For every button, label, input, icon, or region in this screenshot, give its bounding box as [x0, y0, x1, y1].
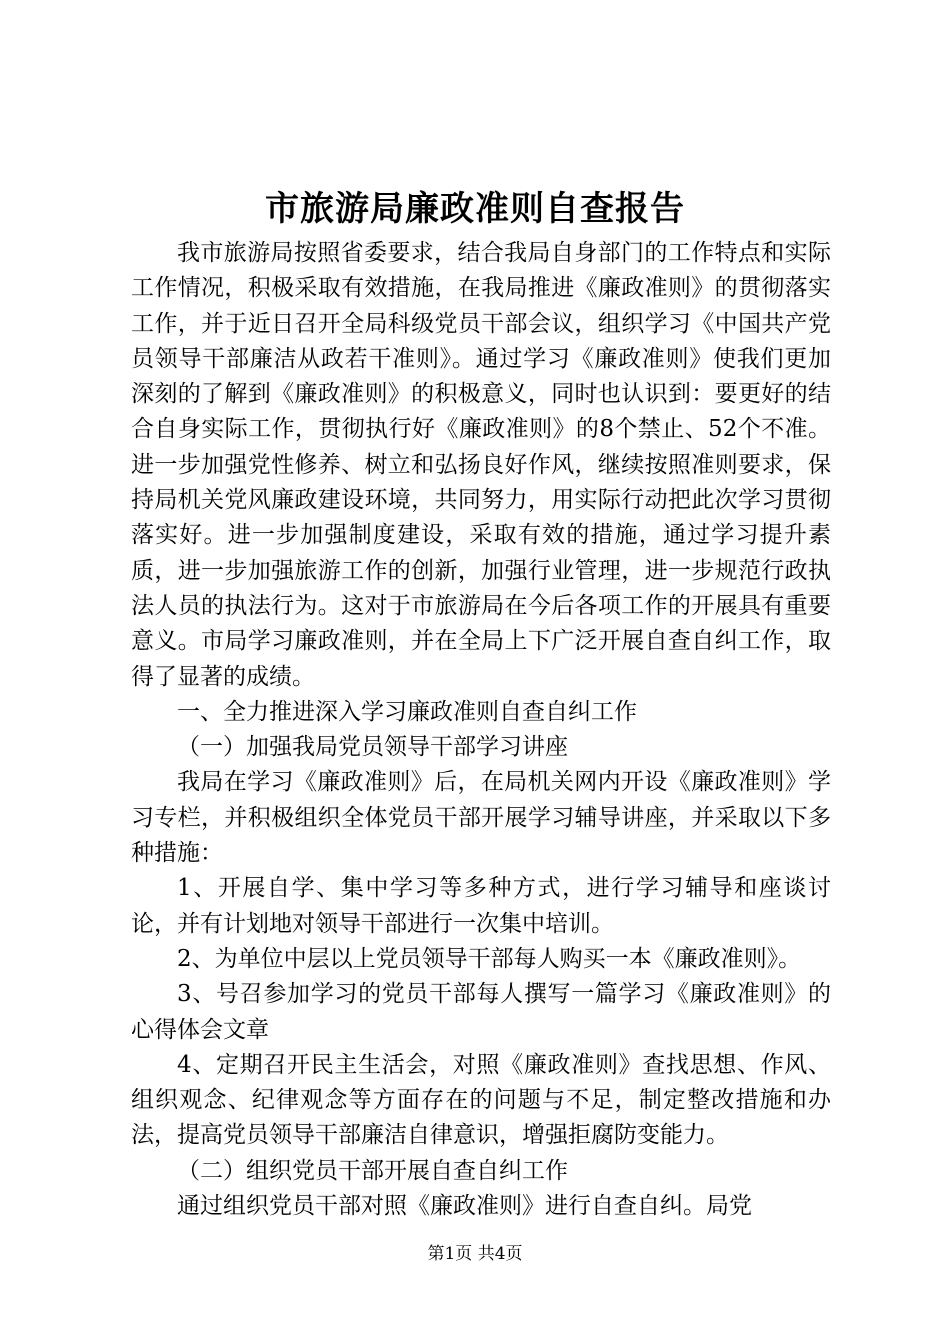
paragraph-measures: 我局在学习《廉政准则》后，在局机关网内开设《廉政准则》学习专栏，并积极组织全体党员干部开展学习辅导讲座，并采取以下多种措施： — [131, 769, 831, 867]
page-footer: 第1页 共4页 — [427, 1244, 523, 1264]
list-item-1: 1、开展自学、集中学习等多种方式，进行学习辅导和座谈讨论，并有计划地对领导干部进行一次集中培训。 — [131, 875, 831, 937]
list-item-3: 3、号召参加学习的党员干部每人撰写一篇学习《廉政准则》的心得体会文章 — [131, 981, 831, 1043]
section-heading-1: 一、全力推进深入学习廉政准则自查自纠工作 — [177, 698, 637, 725]
subsection-heading-1: （一）加强我局党员领导干部学习讲座 — [177, 734, 568, 761]
document-body — [131, 236, 831, 1224]
paragraph-intro: 我市旅游局按照省委要求，结合我局自身部门的工作特点和实际工作情况，积极采取有效措施，在我局推进《廉政准则》的贯彻落实工作，并于近日召开全局科级党员干部会议，组织学习《中国共产党员领导干部廉洁从政若干准则》。通过学习《廉政准则》使我们更加深刻的了解到《廉政准则》的积极意义，同时也认识到：要更好的结合自身实际工作，贯彻执行好《廉政准则》的8个禁止、52个不准。进一步加强党性修养、树立和弘扬良好作风，继续按照准则要求，保持局机关党风廉政建设环境，共同努力，用实际行动把此次学习贯彻落实好。进一步加强制度建设，采取有效的措施，通过学习提升素质，进一步加强旅游工作的创新，加强行业管理，进一步规范行政执法人员的执法行为。这对于市旅游局在今后各项工作的开展具有重要意义。市局学习廉政准则，并在全局上下广泛开展自查自纠工作，取得了显著的成绩。 — [131, 240, 831, 690]
document-title: 市旅游局廉政准则自查报告 — [265, 189, 685, 229]
subsection-heading-2: （二）组织党员干部开展自查自纠工作 — [177, 1157, 568, 1184]
paragraph-self-check: 通过组织党员干部对照《廉政准则》进行自查自纠。局党 — [177, 1193, 752, 1220]
list-item-4: 4、定期召开民主生活会，对照《廉政准则》查找思想、作风、组织观念、纪律观念等方面存在的问题与不足，制定整改措施和办法，提高党员领导干部廉洁自律意识，增强拒腐防变能力。 — [131, 1051, 831, 1149]
list-item-2: 2、为单位中层以上党员领导干部每人购买一本《廉政准则》。 — [177, 945, 802, 972]
